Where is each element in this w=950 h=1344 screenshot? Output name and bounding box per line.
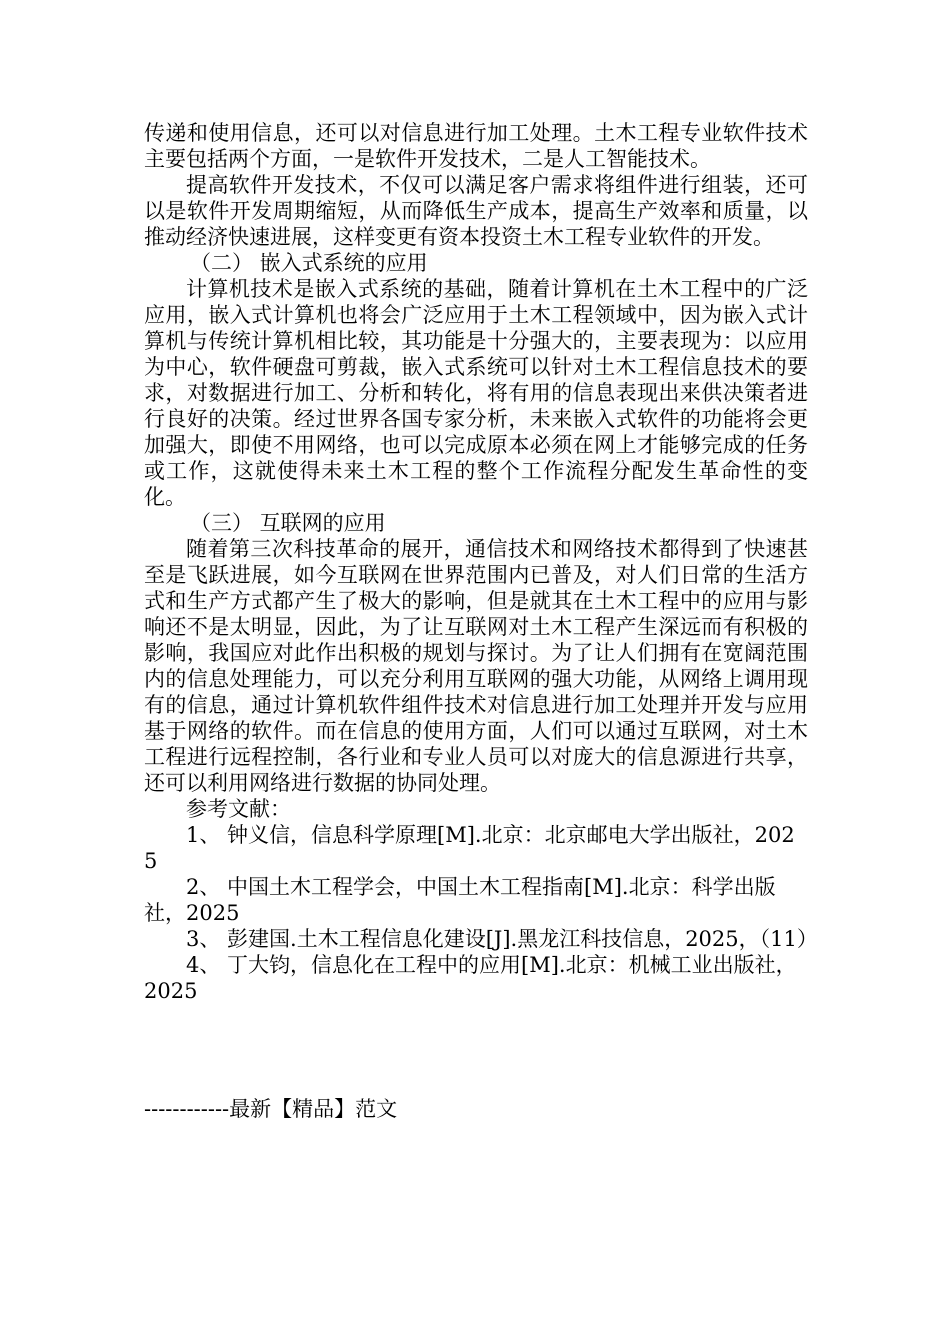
reference-item: 4、 丁大钧，信息化在工程中的应用[M].北京：机械工业出版社，2025 bbox=[144, 953, 797, 1003]
reference-item: 2、 中国土木工程学会，中国土木工程指南[M].北京：科学出版社，2025 bbox=[144, 875, 776, 925]
document-body bbox=[144, 120, 818, 1004]
paragraph-embedded-systems: 计算机技术是嵌入式系统的基础，随着计算机在土木工程中的广泛应用，嵌入式计算机也将会广泛应用于土木工程领域中，因为嵌入式计算机与传统计算机相比较，其功能是十分强大的，主要表现为：以应用为中心，软件硬盘可剪裁，嵌入式系统可以针对土木工程信息技术的要求，对数据进行加工、分析和转化，将有用的信息表现出来供决策者进行良好的决策。经过世界各国专家分析，未来嵌入式软件的功能将会更加强大，即使不用网络，也可以完成原本必须在网上才能够完成的任务或工作，这就使得未来土木工程的整个工作流程分配发生革命性的变化。 bbox=[144, 277, 808, 509]
paragraph-software-tech: 传递和使用信息，还可以对信息进行加工处理。土木工程专业软件技术主要包括两个方面，一是软件开发技术，二是人工智能技术。 bbox=[144, 121, 808, 171]
references-title: 参考文献： bbox=[186, 797, 291, 821]
reference-item: 3、 彭建国.土木工程信息化建设[J].黑龙江科技信息，2025，（11） bbox=[186, 927, 818, 951]
paragraph-software-development: 提高软件开发技术，不仅可以满足客户需求将组件进行组装，还可以是软件开发周期缩短，从而降低生产成本，提高生产效率和质量，以推动经济快速进展，这样变更有资本投资土木工程专业软件的开发。 bbox=[144, 173, 808, 249]
reference-item: 1、 钟义信，信息科学原理[M].北京：北京邮电大学出版社，2025 bbox=[144, 823, 795, 873]
footer-text: ------------最新【精品】范文 bbox=[144, 1097, 398, 1121]
section-heading-embedded: （二） 嵌入式系统的应用 bbox=[190, 251, 428, 275]
paragraph-internet: 随着第三次科技革命的展开，通信技术和网络技术都得到了快速甚至是飞跃进展，如今互联网在世界范围内已普及，对人们日常的生活方式和生产方式都产生了极大的影响，但是就其在土木工程中的应用与影响还不是太明显，因此，为了让互联网对土木工程产生深远而有积极的影响，我国应对此作出积极的规划与探讨。为了让人们拥有在宽阔范围内的信息处理能力，可以充分利用互联网的强大功能，从网络上调用现有的信息，通过计算机软件组件技术对信息进行加工处理并开发与应用基于网络的软件。而在信息的使用方面，人们可以通过互联网，对土木工程进行远程控制，各行业和专业人员可以对庞大的信息源进行共享，还可以利用网络进行数据的协同处理。 bbox=[144, 537, 808, 795]
section-heading-internet: （三） 互联网的应用 bbox=[190, 511, 386, 535]
